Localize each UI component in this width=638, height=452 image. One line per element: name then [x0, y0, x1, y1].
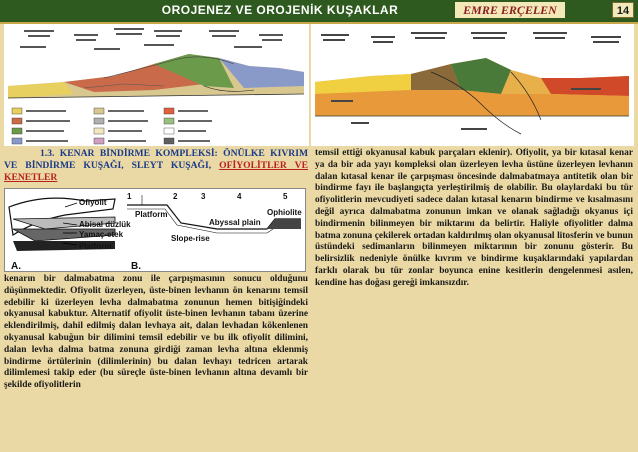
a-label-abyssal: Abisal düzlük	[79, 220, 131, 229]
panel-b-label: B.	[131, 261, 141, 271]
b-label-ophiolite: Ophiolite	[267, 208, 302, 217]
panel-b	[127, 192, 302, 271]
page-title: OROJENEZ VE OROJENİK KUŞAKLAR	[161, 3, 399, 17]
right-column-text: temsil ettiği okyanusal kabuk parçaları eklenir). Ofiyolit, ya bir kıtasal kenar ya da bir ada yayı kompleksi olan üzerleyen levha üstüne üzerleyen levhanın dalan kıtasal kenar ile çarpışması öncesinde dalmabatmaya antitetik olan bir bindirme fayı ile başlangıçta yerleştirilmiş de olabilir. Bu olaylardaki bu tür ofiyolitlerin mevcudiyeti sadece dalan kıtasal kenarın bindirme ve kısalmasını değil ayrıca dalmabatma zonunun imkan ve olanak sağladığı okyanus içi bindirmenin bilinmeyen bir miktarını da belirtir. Haliyle ofiyolitler dalma batma zonuna çekilerek ortadan kaldırılmış olan okyanusal litosferin ve bunun üstündeki sedimanların bilinmeyen miktarının bir zonunu gösterir. Bu belirsizlik nedeniyle önülke kıvrım ve bindirme kuşaklarındaki yapılardan farklı olarak bu tür zonlar boyunca enine kesitlerin dengelenmesi asılen, kendine has doğası gereği imkansızdır.	[315, 148, 633, 288]
section-heading-underlined: OFİYOLİTLER VE KENETLER	[4, 159, 308, 183]
b-label-abyssal-plain: Abyssal plain	[209, 218, 261, 227]
author-badge: EMRE ERÇELEN	[455, 2, 565, 18]
b-label-slope-rise: Slope-rise	[171, 234, 210, 243]
cross-section-diagram	[4, 24, 309, 146]
title-bar	[0, 0, 638, 24]
b-number-3: 3	[201, 192, 206, 201]
b-number-2: 2	[173, 192, 178, 201]
orogen-cross-section-figure	[4, 24, 309, 146]
section-heading-lead: 1.3. KENAR BİNDİRME KOMPLEKSİ: ÖNÜLKE KIVRIM VE BİNDİRME KUŞAĞI, SLEYT KUŞAĞI,	[4, 148, 308, 171]
a-label-slope: Yamaç-etek	[79, 230, 124, 239]
panel-a	[9, 198, 131, 271]
orogen-profile-figure	[311, 24, 634, 146]
b-number-5: 5	[283, 192, 288, 201]
b-label-platform: Platform	[135, 210, 168, 219]
a-label-ophiolite: Ofiyolit	[79, 198, 107, 207]
left-column-text: kenarın bir dalmabatma zonu ile çarpışmasının sonucu olduğunu düşünmektedir. Ofiyolit üzerleyen, üste-binen levhanın ön kenarını temsil edebilir ki üzerleyen levha dalmabatma zonunun hemen bitişiğindeki okyanusal kabuktur. Alternatif ofiyolit üste-binen levhanın tabanı üzerine eklendirilmiş, dahil edilmiş dalan levhaya ait, dalan levhadan kökenlenen okyanusal kabuğun bir dilimini temsil edebilir ve bu ilk ofiyolit dilimini, dalan levha dalma batma zonuna girdiği zaman levha altına eklenmiş bindirme örtülerinin (dilimlerinin) bu dalan levhayı tedricen artarak dilimlemesi takip eder (bu süreçle üste-binen levhanın altına devamlı bir şekilde ofiyolitlerin	[4, 274, 308, 391]
panel-a-label: A.	[11, 261, 21, 271]
a-label-platform: Platform	[79, 242, 112, 251]
b-number-1: 1	[127, 192, 132, 201]
b-number-4: 4	[237, 192, 242, 201]
profile-diagram	[311, 24, 634, 146]
page-number: 14	[612, 2, 634, 18]
ophiolite-emplacement-figure	[4, 188, 306, 272]
emplacement-diagram	[5, 189, 305, 271]
section-heading	[4, 148, 308, 183]
